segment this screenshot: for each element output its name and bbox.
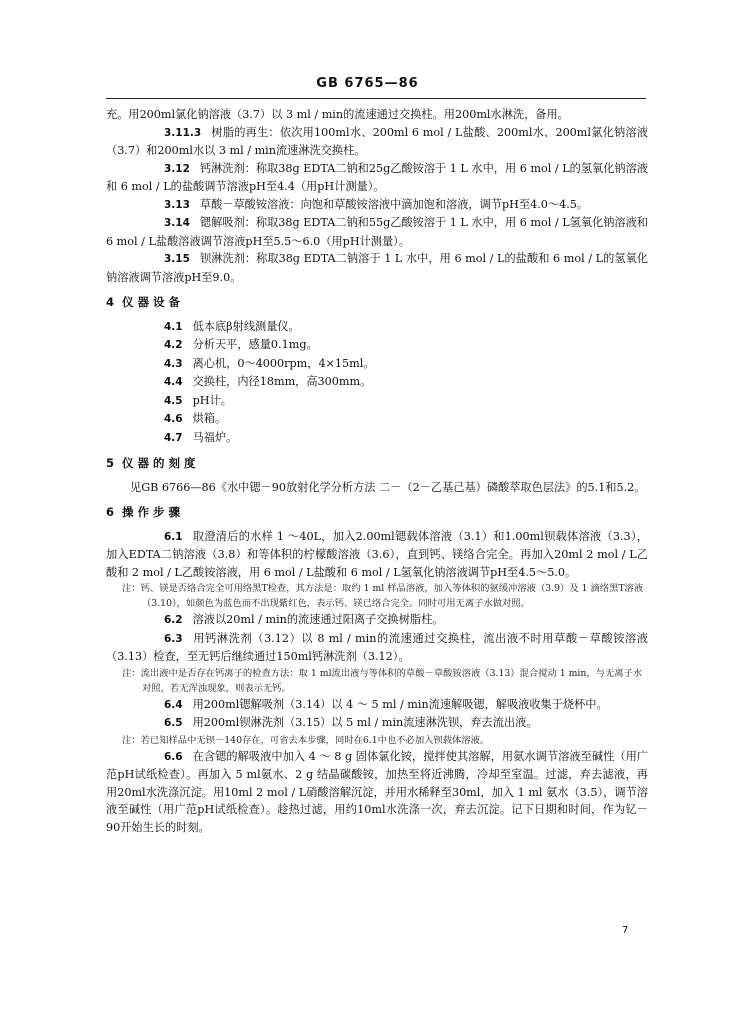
step-text: 溶液以20ml / min的流速通过阳离子交换树脂柱。 — [192, 613, 444, 626]
item-number: 4.5 — [164, 394, 183, 407]
equipment-item — [106, 373, 648, 392]
equipment-item — [106, 336, 648, 355]
item-number: 4.3 — [164, 357, 183, 370]
item-text: 分析天平，感量0.1mg。 — [192, 338, 318, 351]
item-number: 4.4 — [164, 376, 183, 388]
procedure-note: 注：钙、镁是否络合完全可用络黑T检查，其方法是：取约 1 ml 样品溶液，加入等体积的氨缓冲溶液（3.9）及 1 滴络黑T溶液（3.10），如颜色为蓝色而不出现紫红色，表示钙、镁已络合完全。同时可用无离子水做对照。 — [122, 583, 644, 609]
reagent-item — [106, 160, 648, 196]
section-number: 6 — [106, 505, 115, 519]
procedure-step — [106, 696, 648, 715]
section-number: 5 — [106, 456, 115, 470]
item-text: pH计。 — [192, 393, 232, 407]
reagent-number: 3.15 — [164, 253, 190, 265]
step-number: 6.5 — [164, 717, 183, 729]
procedure-note: 注：若已知样品中无钡－140存在，可省去本步骤，同时在6.1中也不必加入钡载体溶液。 — [122, 734, 490, 746]
reagent-text: 充。用200ml氯化钠溶液（3.7）以 3 ml / min的流速通过交换柱。用200ml水淋洗，备用。 — [106, 108, 569, 121]
step-text: 用200ml锶解吸剂（3.14）以 4 ～ 5 ml / min流速解吸锶，解吸液收集于烧杯中。 — [192, 697, 608, 711]
page-number: 7 — [622, 925, 629, 936]
section-heading-calibration — [106, 455, 648, 473]
item-text: 马福炉。 — [192, 430, 238, 444]
equipment-item — [106, 392, 648, 411]
procedure-step — [106, 714, 648, 733]
reagent-text: 树脂的再生：依次用100ml水、200ml 6 mol / L盐酸、200ml水、200ml氯化钠溶液（3.7）和200ml水以 3 ml / min流速淋洗交换柱。 — [106, 125, 648, 157]
step-number: 6.1 — [164, 530, 183, 543]
header-rule — [106, 98, 646, 99]
procedure-step — [106, 748, 648, 837]
step-text: 在含锶的解吸液中加入 4 ～ 8 g 固体氯化铵，搅拌使其溶解，用氨水调节溶液至碱性（用广范pH试纸检查）。再加入 5 ml氨水、2 g 结晶碳酸铵，加热至将近沸腾，冷却至室温。过滤，弃去滤液，再用20ml水洗涤沉淀。用10ml 2 mol / L硝酸溶解沉淀，并用水稀释至30ml，加入 1 ml 氨水（3.5），调节溶液至碱性（用广范pH试纸检查）。趁热过滤，用约10ml水洗涤一次，弃去沉淀。记下日期和时间，作为钇－90开始生长的时刻。 — [106, 749, 648, 834]
calibration-text: 见GB 6766—86《水中锶－90放射化学分析方法 二－（2－乙基己基）磷酸萃取色层法》的5.1和5.2。 — [130, 480, 646, 494]
reagent-item — [106, 214, 648, 250]
reagent-text: 锶解吸剂：称取38g EDTA二钠和55g乙酸铵溶于 1 L 水中，用 6 mol / L氢氧化钠溶液和 6 mol / L盐酸溶液调节溶液pH至5.5～6.0（用pH计测量）。 — [106, 216, 648, 248]
item-text: 低本底β射线测量仪。 — [192, 319, 300, 333]
item-number: 4.6 — [164, 413, 183, 425]
procedure-step — [106, 630, 648, 666]
reagent-number: 3.12 — [164, 162, 190, 175]
section-heading-procedure — [106, 504, 648, 522]
reagent-item — [106, 250, 648, 286]
item-number: 4.7 — [164, 431, 183, 444]
equipment-item — [106, 355, 648, 374]
section-heading-equipment — [106, 294, 648, 312]
equipment-item — [106, 429, 648, 448]
item-number: 4.1 — [164, 320, 183, 333]
step-text: 取澄清后的水样 1 ～40L，加入2.00ml锶载体溶液（3.1）和1.00ml钡载体溶液（3.3），加入EDTA二钠溶液（3.8）和等体积的柠檬酸溶液（3.6），直到钙、镁络合完全。再加入20ml 2 mol / L乙酸和 2 mol / L乙酸铵溶液，用 6 mol / L盐酸和 6 mol / L氢氧化钠溶液调节pH至4.5～5.0。 — [106, 529, 648, 579]
document-body — [106, 106, 648, 836]
reagent-item — [106, 124, 648, 160]
equipment-item — [106, 318, 648, 337]
procedure-note: 注：流出液中是否存在钙离子的检查方法：取 1 ml流出液与等体积的草酸－草酸铵溶液（3.13）混合搅动 1 min，与无离子水对照，若无浑浊现象，则表示无钙。 — [122, 667, 643, 694]
reagent-number: 3.14 — [164, 217, 190, 229]
standard-number-header: GB 6765—86 — [316, 76, 419, 91]
reagent-continuation — [106, 106, 648, 124]
step-text: 用钙淋洗剂（3.12）以 8 ml / min的流速通过交换柱，流出液不时用草酸－草酸铵溶液（3.13）检查，至无钙后继续通过150ml钙淋洗剂（3.12）。 — [106, 631, 648, 663]
step-number: 6.6 — [164, 750, 183, 763]
section-title: 操 作 步 骤 — [122, 505, 181, 519]
section-title: 仪 器 的 刻 度 — [122, 456, 196, 470]
item-text: 烘箱。 — [192, 412, 227, 425]
item-number: 4.2 — [164, 339, 183, 351]
reagent-text: 钙淋洗剂：称取38g EDTA二钠和25g乙酸铵溶于 1 L 水中，用 6 mol / L的氢氧化钠溶液和 6 mol / L的盐酸调节溶液pH至4.4（用pH计测量）。 — [106, 161, 648, 193]
section-title: 仪 器 设 备 — [122, 295, 181, 309]
section-number: 4 — [106, 295, 115, 309]
reagent-number: 3.11.3 — [164, 126, 202, 139]
reagent-item — [106, 196, 648, 215]
step-number: 6.3 — [164, 632, 183, 645]
reagent-number: 3.13 — [164, 198, 190, 211]
step-number: 6.2 — [164, 614, 183, 626]
reagent-text: 草酸－草酸铵溶液：向饱和草酸铵溶液中滴加饱和溶液，调节pH至4.0～4.5。 — [199, 197, 589, 211]
equipment-item — [106, 410, 648, 429]
step-text: 用200ml钡淋洗剂（3.15）以 5 ml / min流速淋洗钡，弃去流出液。 — [192, 716, 538, 729]
item-text: 离心机，0～4000rpm，4×15ml。 — [192, 356, 375, 370]
procedure-step — [106, 528, 648, 582]
reagent-text: 钡淋洗剂：称取38g EDTA二钠溶于 1 L 水中，用 6 mol / L的盐酸和 6 mol / L的氢氧化钠溶液调节溶液pH至9.0。 — [106, 252, 648, 284]
item-text: 交换柱，内径18mm，高300mm。 — [192, 375, 372, 388]
procedure-step — [106, 611, 648, 630]
step-number: 6.4 — [164, 698, 183, 711]
